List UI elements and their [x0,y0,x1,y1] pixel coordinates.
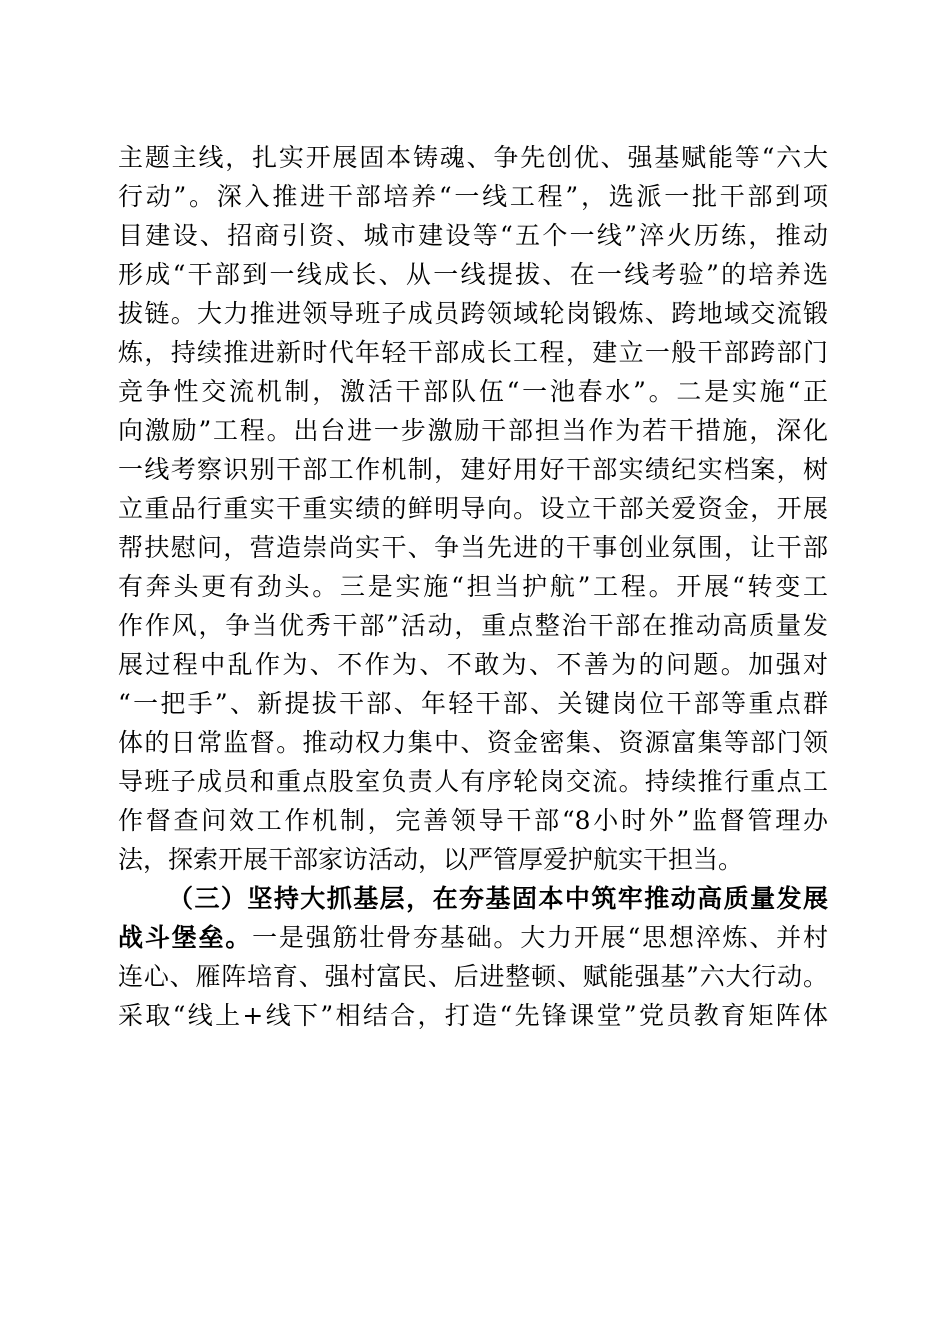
paragraph-line: 炼，持续推进新时代年轻干部成长工程，建立一般干部跨部门 [118,338,828,367]
paragraph-line: 体的日常监督。推动权力集中、资金密集、资源富集等部门领 [118,728,828,757]
section-heading: （三）坚持大抓基层，在夯基固本中筑牢推动高质量发展 [168,884,828,913]
paragraph-line: 拔链。大力推进领导班子成员跨领域轮岗锻炼、跨地域交流锻 [118,299,828,328]
paragraph-line: 展过程中乱作为、不作为、不敢为、不善为的问题。加强对 [118,650,828,679]
paragraph-line: 采取“线上+线下”相结合，打造“先锋课堂”党员教育矩阵体 [118,1001,828,1030]
document-body [118,138,828,1035]
paragraph-line: 法，探索开展干部家访活动，以严管厚爱护航实干担当。 [118,845,744,874]
paragraph-line: 主题主线，扎实开展固本铸魂、争先创优、强基赋能等“六大 [118,143,828,172]
paragraph-line: 行动”。深入推进干部培养“一线工程”，选派一批干部到项 [118,182,828,211]
paragraph-line: 向激励”工程。出台进一步激励干部担当作为若干措施，深化 [118,416,828,445]
paragraph-line: 连心、雁阵培育、强村富民、后进整顿、赋能强基”六大行动。 [118,962,828,991]
paragraph-line: 作作风，争当优秀干部”活动，重点整治干部在推动高质量发 [118,611,828,640]
paragraph-line: 帮扶慰问，营造崇尚实干、争当先进的干事创业氛围，让干部 [118,533,828,562]
paragraph-line: 目建设、招商引资、城市建设等“五个一线”淬火历练，推动 [118,221,828,250]
section-heading-continuation [118,918,828,957]
paragraph-line: 形成“干部到一线成长、从一线提拔、在一线考验”的培养选 [118,260,828,289]
paragraph-line: “一把手”、新提拔干部、年轻干部、关键岗位干部等重点群 [118,689,828,718]
paragraph-line: 作督查问效工作机制，完善领导干部“8小时外”监督管理办 [118,806,828,835]
paragraph-line: 一线考察识别干部工作机制，建好用好干部实绩纪实档案，树 [118,455,828,484]
paragraph-line: 导班子成员和重点股室负责人有序轮岗交流。持续推行重点工 [118,767,828,796]
paragraph-line: 有奔头更有劲头。三是实施“担当护航”工程。开展“转变工 [118,572,828,601]
section-text: 一是强筋壮骨夯基础。大力开展“思想淬炼、并村 [252,923,828,952]
paragraph-line: 竞争性交流机制，激活干部队伍“一池春水”。二是实施“正 [118,377,828,406]
section-heading-end: 战斗堡垒。 [118,923,253,952]
paragraph-line: 立重品行重实干重实绩的鲜明导向。设立干部关爱资金，开展 [118,494,828,523]
